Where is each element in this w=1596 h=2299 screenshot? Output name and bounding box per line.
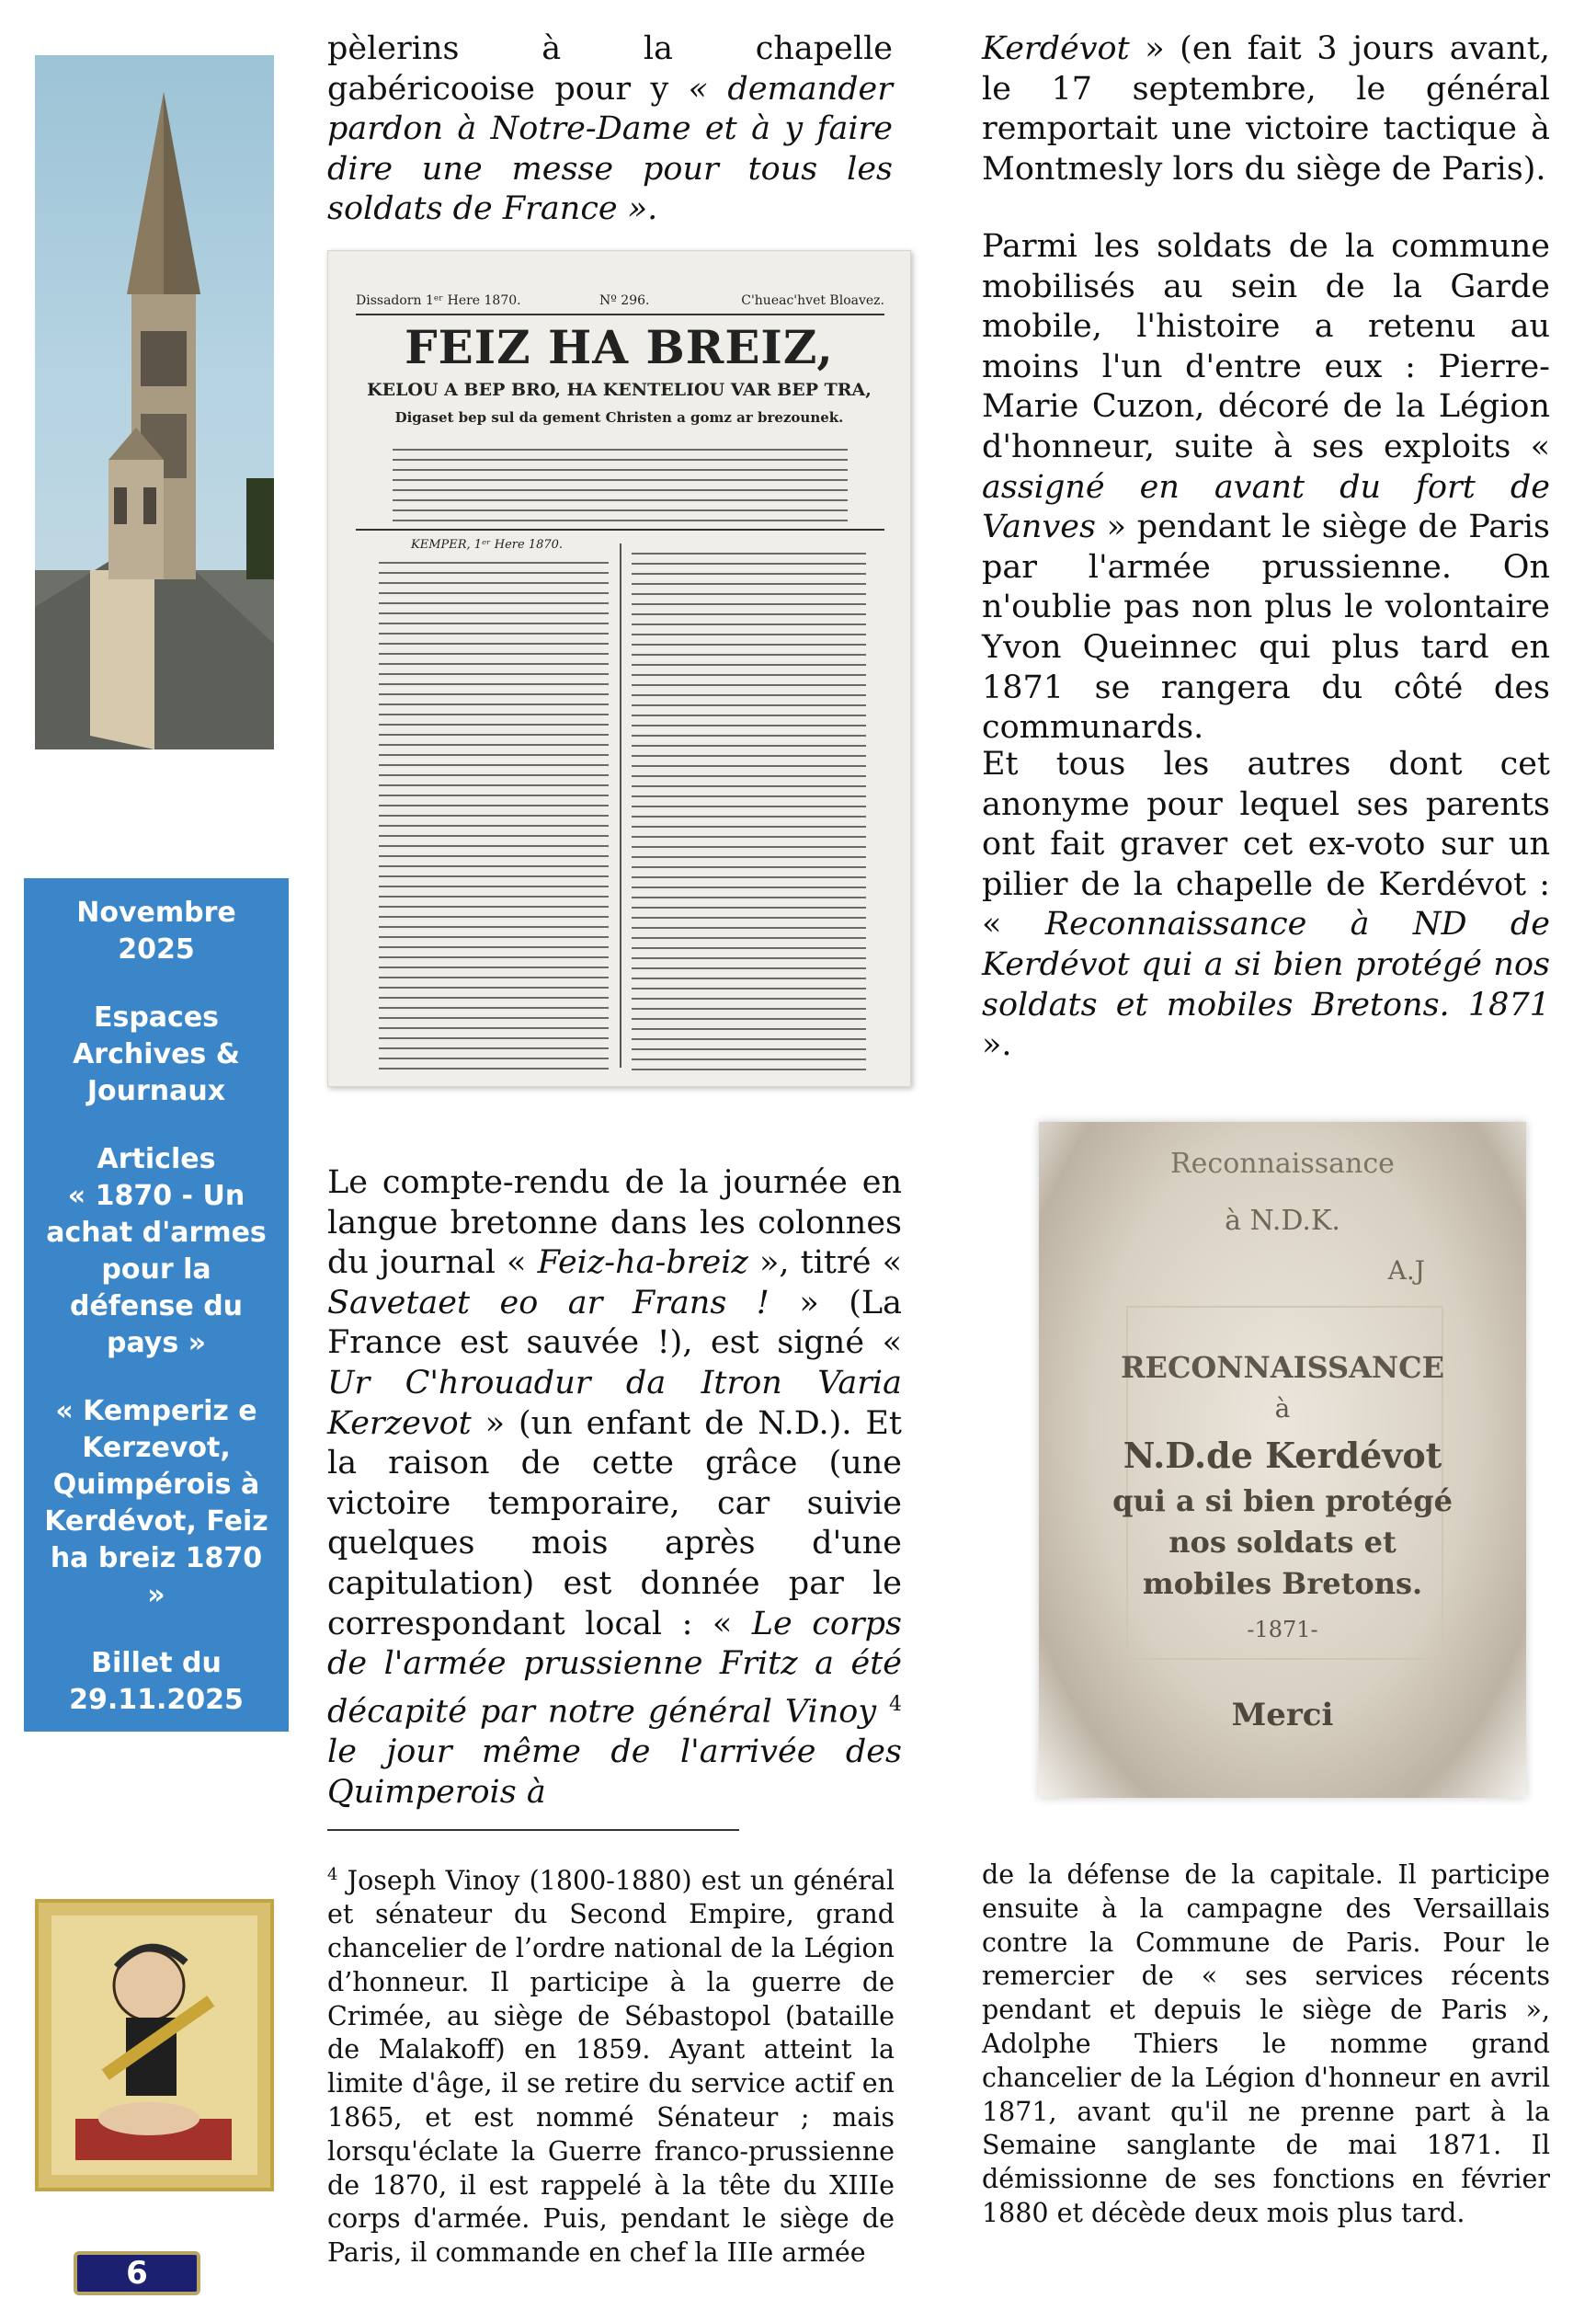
newspaper-column-right (632, 553, 866, 1079)
newspaper-number: Nº 296. (599, 293, 650, 308)
sidebar-info-box (24, 878, 289, 1732)
plaque-line7: nos soldats et (1168, 1525, 1396, 1560)
text-run-italic: Savetaet eo ar Frans ! (327, 1284, 770, 1321)
plaque-line4: à (1274, 1393, 1291, 1424)
newspaper-subtitle: KELOU A BEP BRO, HA KENTELIOU VAR BEP TRA, (367, 380, 872, 400)
text-run-italic: Ur C'hrouadur da Itron Varia Kerzevot (327, 1364, 902, 1442)
plaque-top: Reconnaissance (1170, 1148, 1395, 1180)
plaque-line5: N.D.de Kerdévot (1123, 1435, 1442, 1476)
text-run: » (en fait 3 jours avant, le 17 septembre, le général remportait une victoire tactique à Montmesly lors du siège de Paris). (982, 30, 1550, 188)
newspaper-rule (356, 529, 884, 531)
body-text-mid-top (327, 29, 893, 230)
newspaper-section-heading: KEMPER, 1ᵉʳ Here 1870. (411, 538, 564, 552)
body-text-right-b (982, 227, 1550, 749)
plaque-line6: qui a si bien protégé (1112, 1483, 1453, 1518)
text-run: Et tous les autres dont cet anonyme pour lequel ses parents ont fait graver cet ex-voto sur un pilier de la chapelle de Kerdévot : « (982, 746, 1550, 944)
text-run-italic: le jour même de l'arrivée des Quimperois à (327, 1733, 902, 1811)
ex-voto-plaque-photo (1039, 1122, 1526, 1798)
text-run-italic: Kerdévot (982, 30, 1130, 67)
body-text-mid-bottom (327, 1163, 902, 1813)
newspaper-scan (327, 250, 911, 1087)
sidebar-article-2: « Kemperiz e Kerzevot, Quimpérois à Kerdévot, Feiz ha breiz 1870 » (44, 1395, 268, 1611)
text-run: » pendant le siège de Paris par l'armée prussienne. On n'oublie pas non plus le volontaire Yvon Queinnec qui plus tard en 1871 se rangera du côté des communards. (982, 509, 1550, 747)
sidebar-date: Novembre 2025 (76, 897, 236, 966)
sidebar-billet: Billet du 29.11.2025 (69, 1647, 244, 1716)
sidebar-articles (39, 1141, 274, 1362)
caricature-illustration (35, 1899, 274, 2191)
footnote-left (327, 1859, 895, 2270)
sidebar-article-1: « 1870 - Un achat d'armes pour la défense du pays » (46, 1180, 267, 1359)
newspaper-header (356, 288, 884, 315)
text-run-italic: Feiz-ha-breiz (537, 1244, 748, 1282)
newspaper-date: Dissadorn 1ᵉʳ Here 1870. (356, 293, 521, 308)
page-number-badge: 6 (74, 2251, 200, 2295)
plaque-line8: mobiles Bretons. (1142, 1566, 1423, 1601)
sidebar-articles-label: Articles (97, 1143, 216, 1175)
text-run: pèlerins à la chapelle gabéricooise pour y (327, 30, 893, 108)
newspaper-conditions (393, 449, 848, 530)
body-text-right-c (982, 745, 1550, 1066)
footnote-right: de la défense de la capitale. Il participe ensuite à la campagne des Versaillais contre la Commune de Paris. Pour le remercier de « ses services récents pendant et depuis le siège de Paris », Adolphe Thiers le nomme grand chancelier de la Légion d'honneur en avril 1871, avant qu'il ne prenne part à la Semaine sanglante de mai 1871. Il démissionne de ses fonctions en février 1880 et décède deux mois plus tard. (982, 1859, 1550, 2228)
text-run-italic: Le corps de l'armée prussienne Fritz a été décapité par notre général Vinoy (327, 1605, 902, 1731)
newspaper-title: FEIZ HA BREIZ, (405, 320, 834, 374)
newspaper-year: C'hueac'hvet Bloavez. (741, 293, 884, 308)
plaque-line2: à N.D.K. (1225, 1205, 1340, 1237)
text-run: Parmi les soldats de la commune mobilisés au sein de la Garde mobile, l'histoire a retenu au moins l'un d'entre eux : Pierre-Marie Cuzon, décoré de la Légion d'honneur, suite à ses exploits « (982, 228, 1550, 465)
footnote-ref[interactable]: 4 (889, 1692, 902, 1716)
footnote-marker: 4 (327, 1865, 338, 1884)
newspaper-column-left (379, 562, 609, 1078)
plaque-line3: RECONNAISSANCE (1120, 1350, 1445, 1385)
text-run-italic: « demander pardon à Notre-Dame et à y faire dire une messe pour tous les soldats de France ». (327, 70, 893, 228)
body-text-right-a (982, 29, 1550, 189)
newspaper-column-divider (620, 543, 621, 1068)
text-run: » (La France est sauvée !), est signé « (327, 1284, 903, 1362)
text-run-italic: assigné en avant du fort de Vanves (982, 468, 1550, 546)
church-spire-photo (35, 55, 274, 749)
text-run: Le compte-rendu de la journée en langue bretonne dans les colonnes du journal « (327, 1164, 902, 1282)
footnote-separator (327, 1829, 739, 1831)
plaque-initials: A.J (1387, 1255, 1425, 1286)
footnote-text-left: Joseph Vinoy (1800-1880) est un général et sénateur du Second Empire, grand chancelier de l’ordre national de la Légion d’honneur. Il participe à la guerre de Crimée, au siège de Sébastopol (bataille de Malakoff) en 1859. Ayant atteint la limite d'âge, il se retire du service actif en 1865, et est nommé Sénateur ; mais lorsqu'éclate la Guerre franco-prussienne de 1870, il est rappelé à la tête du XIIIe corps d'armée. Puis, pendant le siège de Paris, il commande en chef la IIIe armée (327, 1865, 895, 2269)
text-run-italic: Reconnaissance à ND de Kerdévot qui a si bien protégé nos soldats et mobiles Bretons. 1871 (982, 906, 1550, 1024)
plaque-year: -1871- (1247, 1617, 1318, 1642)
text-run: », titré « (747, 1244, 902, 1282)
newspaper-subline: Digaset bep sul da gement Christen a gomz ar brezounek. (394, 409, 844, 426)
text-run: » (un enfant de N.D.). Et la raison de cette grâce (une victoire temporaire, car suivie quelques mois après d'une capitulation) est donnée par le correspondant local : « (327, 1404, 902, 1642)
text-run: ». (982, 1026, 1012, 1064)
sidebar-section: Espaces Archives & Journaux (73, 1001, 240, 1107)
plaque-bottom: Merci (1231, 1697, 1334, 1733)
